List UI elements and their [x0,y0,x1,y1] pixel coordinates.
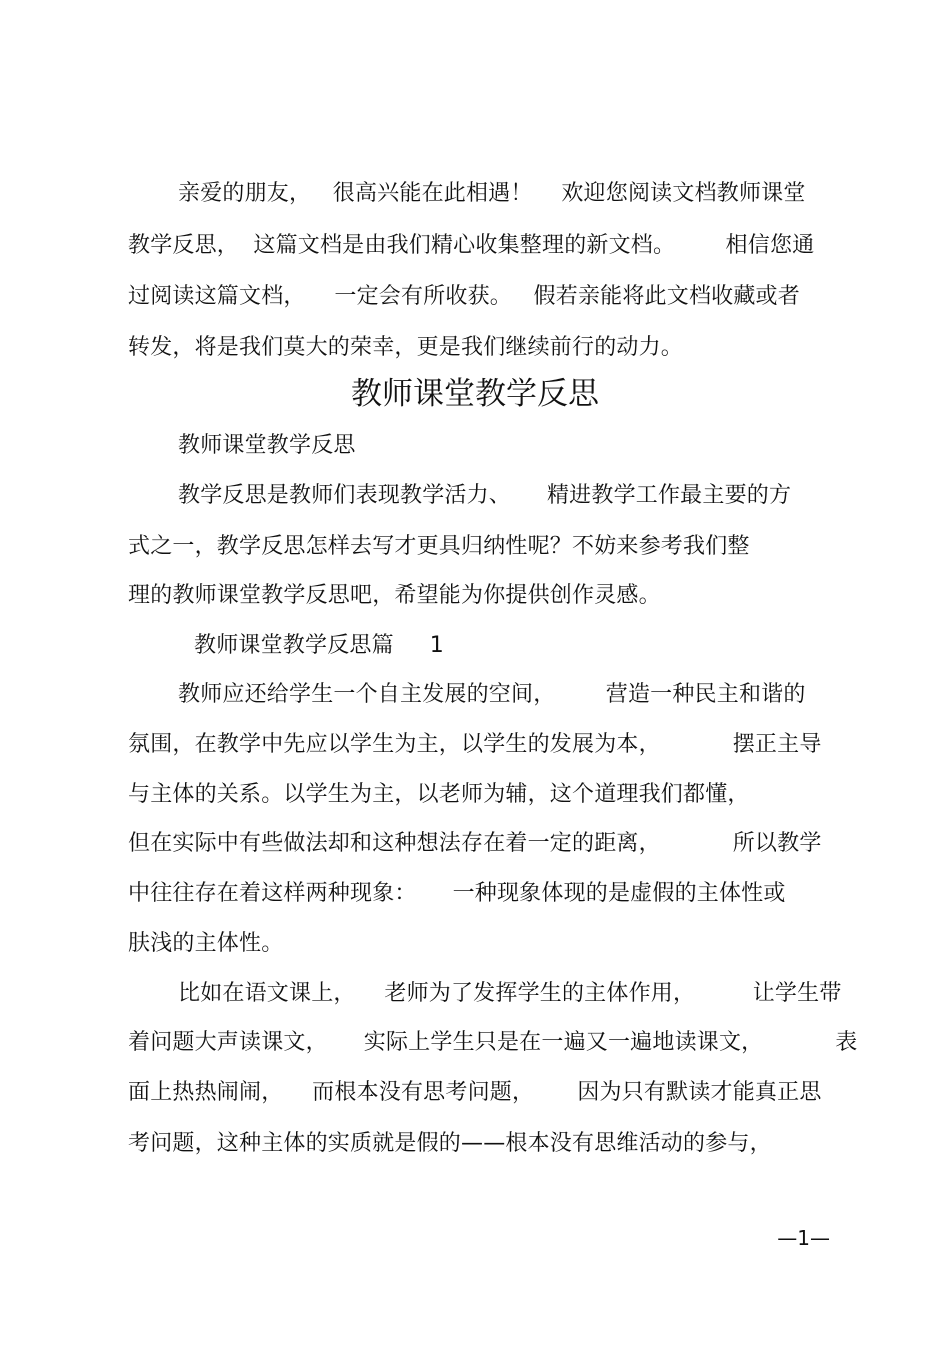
paragraph3-line-3: 面上热热闹闹， 而根本没有思考问题， 因为只有默读才能真正思 [128,1080,822,1105]
paragraph2-line-2: 氛围，在教学中先应以学生为主，以学生的发展为本， 摆正主导 [128,732,822,757]
section-heading: 教师课堂教学反思篇 1 [194,633,444,658]
paragraph3-line-1: 比如在语文课上， 老师为了发挥学生的主体作用， 让学生带 [178,981,842,1006]
paragraph1-line-3: 理的教师课堂教学反思吧，希望能为你提供创作灵感。 [128,583,661,608]
paragraph3-line-4: 考问题，这种主体的实质就是假的——根本没有思维活动的参与， [128,1131,772,1156]
paragraph2-line-4: 但在实际中有些做法却和这种想法存在着一定的距离， 所以教学 [128,831,822,856]
document-subtitle: 教师课堂教学反思 [178,433,356,458]
intro-line-2: 教学反思， 这篇文档是由我们精心收集整理的新文档。 相信您通 [128,233,815,258]
intro-line-4: 转发，将是我们莫大的荣幸，更是我们继续前行的动力。 [128,335,684,360]
paragraph2-line-5: 中往往存在着这样两种现象： 一种现象体现的是虚假的主体性或 [128,881,786,906]
paragraph2-line-1: 教师应还给学生一个自主发展的空间， 营造一种民主和谐的 [178,682,806,707]
document-title: 教师课堂教学反思 [351,376,599,412]
intro-line-3: 过阅读这篇文档， 一定会有所收获。 假若亲能将此文档收藏或者 [128,284,800,309]
paragraph1-line-1: 教学反思是教师们表现教学活力、 精进教学工作最主要的方 [178,483,792,508]
paragraph3-line-2: 着问题大声读课文， 实际上学生只是在一遍又一遍地读课文， 表 [128,1030,858,1055]
page-number: —1— [777,1226,830,1250]
paragraph2-line-6: 肤浅的主体性。 [128,931,284,956]
paragraph2-line-3: 与主体的关系。以学生为主，以老师为辅，这个道理我们都懂， [128,782,750,807]
intro-line-1: 亲爱的朋友， 很高兴能在此相遇！ 欢迎您阅读文档教师课堂 [178,181,806,206]
paragraph1-line-2: 式之一，教学反思怎样去写才更具归纳性呢？不妨来参考我们整 [128,534,750,559]
